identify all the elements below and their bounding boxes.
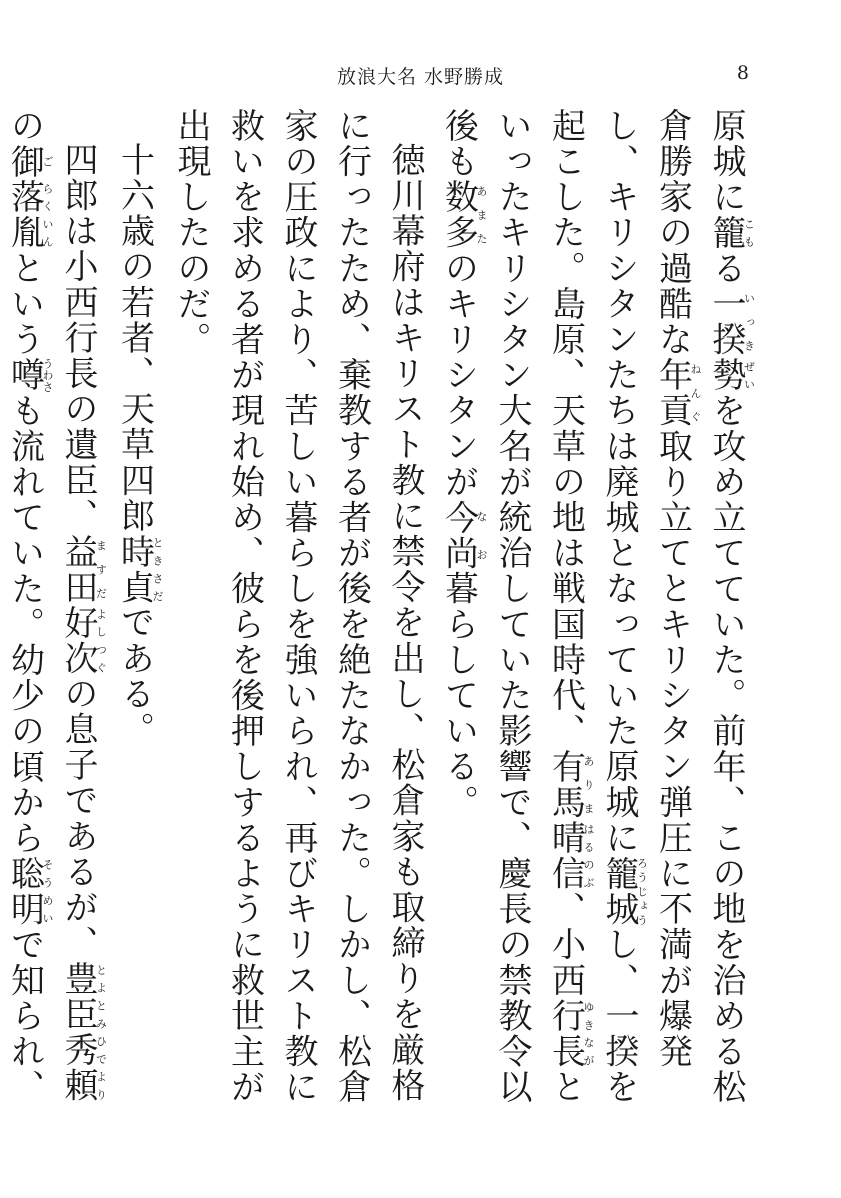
- paragraph: [107, 108, 164, 1128]
- ruby-reading: ありま: [582, 748, 595, 820]
- ruby-base: 時貞: [114, 533, 155, 605]
- ruby-annotation: [114, 533, 164, 605]
- ruby-annotation: [58, 604, 108, 677]
- ruby-base: 行長: [545, 998, 586, 1070]
- ruby-annotation: [58, 533, 108, 605]
- text-run: る: [706, 250, 746, 287]
- ruby-reading: ねんぐ: [689, 357, 702, 429]
- text-run: 、小西: [545, 891, 586, 999]
- ruby-reading: よしつぐ: [94, 604, 108, 676]
- ruby-annotation: [706, 214, 756, 251]
- text-run: し、一揆を起こした。島原、天草の地は戦国時代、: [545, 108, 639, 1105]
- text-run: といったキリシタン大名が統治していた影響で、慶長の禁教令以後も: [438, 108, 586, 1105]
- ruby-base: 好次: [58, 604, 98, 677]
- text-run: 暮らしている。: [438, 570, 479, 821]
- ruby-base: 噂: [4, 357, 45, 393]
- ruby-reading: ろうじょう: [635, 855, 649, 927]
- ruby-annotation: [599, 855, 649, 927]
- ruby-annotation: [4, 357, 54, 393]
- ruby-reading: うわさ: [41, 357, 54, 393]
- text-run: 取り立てとキリシタン弾圧に不満が爆発し、キリシタンたちは廃城となっていた原城に: [599, 108, 693, 1070]
- ruby-base: 一揆: [706, 286, 746, 358]
- ruby-reading: あまた: [475, 179, 488, 251]
- ruby-annotation: [438, 499, 488, 571]
- paragraph: [0, 108, 107, 1128]
- ruby-reading: ますだ: [94, 533, 108, 605]
- ruby-base: 今尚: [438, 499, 479, 571]
- text-run: 十六歳の若者、天草四郎: [114, 142, 155, 534]
- ruby-annotation: [4, 179, 54, 251]
- ruby-base: 年貢: [652, 357, 693, 429]
- ruby-reading: ゆきなが: [582, 998, 595, 1070]
- ruby-annotation: [706, 286, 756, 358]
- ruby-reading: いっき: [742, 286, 756, 358]
- text-run: 原城に: [706, 108, 746, 215]
- ruby-reading: こも: [742, 214, 756, 251]
- text-run: で知られ、: [4, 926, 45, 1105]
- text-run: 四郎は小西行長の遺臣、: [58, 142, 98, 534]
- body-text: [4, 108, 756, 1128]
- ruby-base: 勢: [706, 357, 746, 393]
- ruby-annotation: [58, 960, 108, 1104]
- text-run: の息子であるが、: [58, 676, 98, 961]
- ruby-base: 豊臣秀頼: [58, 960, 98, 1104]
- ruby-reading: ご: [41, 143, 54, 180]
- ruby-base: 聡明: [4, 855, 45, 927]
- ruby-reading: ぜい: [742, 357, 756, 393]
- ruby-base: 有馬: [545, 748, 586, 821]
- ruby-annotation: [438, 179, 488, 251]
- ruby-annotation: [4, 855, 54, 927]
- text-run: という: [4, 250, 45, 358]
- ruby-base: 御: [4, 143, 45, 180]
- running-head: [0, 62, 841, 92]
- ruby-reading: はるのぶ: [582, 820, 595, 892]
- ruby-base: 落胤: [4, 179, 45, 251]
- paragraph: [164, 108, 432, 1128]
- ruby-reading: そうめい: [41, 855, 54, 927]
- ruby-reading: らくいん: [41, 179, 54, 251]
- ruby-reading: なお: [475, 499, 488, 571]
- ruby-annotation: [4, 143, 54, 180]
- ruby-reading: ときさだ: [151, 533, 164, 605]
- text-run: の: [4, 108, 45, 144]
- ruby-reading: とよとみひでより: [94, 960, 108, 1104]
- ruby-annotation: [545, 998, 595, 1070]
- ruby-annotation: [545, 820, 595, 892]
- ruby-base: 晴信: [545, 820, 586, 892]
- text-run: も流れていた。幼少の頃から: [4, 392, 45, 856]
- ruby-annotation: [545, 748, 595, 821]
- text-run: 徳川幕府はキリスト教に禁令を出し、松倉家も取締りを厳格に行ったため、棄教する者が後を絶たなかった。しかし、松倉家の圧政により、苦しい暮らしを強いられ、再びキリスト教に救いを求める者が現れ始め、彼らを後押しするように救世主が出現したのだ。: [171, 108, 425, 1105]
- ruby-base: 益田: [58, 533, 98, 605]
- paragraph: [431, 108, 755, 1128]
- text-run: を攻め立てていた。前年、この地を治める松倉勝家の過酷な: [652, 108, 746, 1105]
- ruby-annotation: [652, 357, 702, 429]
- page-number: 8: [736, 62, 749, 84]
- text-run: のキリシタンが: [438, 250, 479, 500]
- running-title: 放浪大名 水野勝成: [336, 66, 505, 88]
- text-run: である。: [114, 604, 155, 748]
- ruby-base: 数多: [438, 179, 479, 251]
- ruby-base: 籠城: [599, 855, 639, 927]
- ruby-annotation: [706, 357, 756, 393]
- ruby-base: 籠: [706, 214, 746, 251]
